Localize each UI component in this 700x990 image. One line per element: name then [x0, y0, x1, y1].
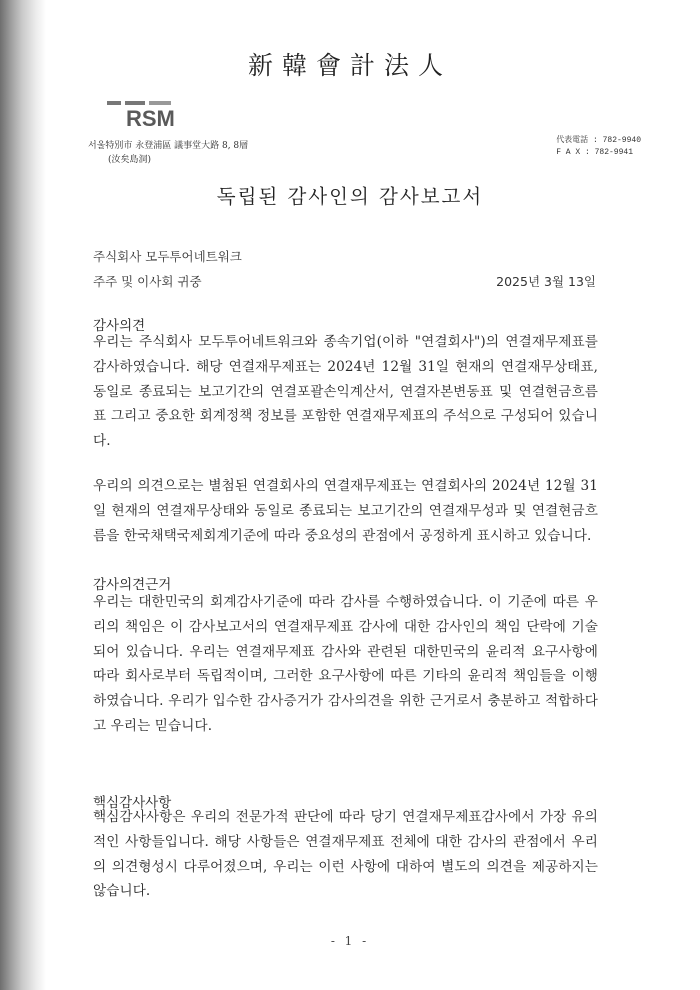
addressee-recipients: 주주 및 이사회 귀중	[93, 274, 202, 289]
paragraph-key-matters: 핵심감사사항은 우리의 전문가적 판단에 따라 당기 연결재무제표감사에서 가장 유의적인 사항들입니다. 해당 사항들은 연결재무제표 전체에 대한 감사의 관점에서 우리의 의견형성시 다루어졌으며, 우리는 이런 사항에 대하여 별도의 의견을 제공하지는 않습니다.	[93, 809, 598, 900]
firm-address	[88, 139, 248, 167]
address-line: 서울特別市 永登浦區 議事堂大路 8, 8層	[88, 141, 249, 151]
phone-number: 代表電話 : 782-9940	[556, 136, 641, 145]
scan-edge-shadow	[0, 0, 46, 990]
report-date: 2025년 3월 13일	[496, 274, 596, 289]
page-number: - 1 -	[330, 934, 370, 948]
logo-bar	[149, 101, 171, 105]
section-heading-opinion: 감사의견	[93, 318, 146, 334]
contact-numbers	[556, 135, 641, 159]
section-heading-basis: 감사의견근거	[93, 577, 172, 593]
document-title: 독립된 감사인의 감사보고서	[216, 185, 484, 208]
paragraph-opinion-scope: 우리는 주식회사 모두투어네트워크와 종속기업(이하 "연결회사")의 연결재무제표를 감사하였습니다. 해당 연결재무제표는 2024년 12월 31일 현재의 연결재무상태표, 동일로 종료되는 보고기간의 연결포괄손익계산서, 연결자본변동표 및 연결현금흐름표 그리고 중요한 회계정책 정보를 포함한 연결재무제표의 주석으로 구성되어 있습니다.	[93, 334, 598, 450]
section-heading-key-matters: 핵심감사사항	[93, 795, 172, 811]
rsm-logo	[107, 101, 177, 135]
logo-bar	[125, 101, 145, 105]
addressee-company: 주식회사 모두투어네트워크	[93, 249, 242, 264]
logo-bar	[107, 101, 121, 105]
paragraph-opinion: 우리의 의견으로는 별첨된 연결회사의 연결재무제표는 연결회사의 2024년 12월 31일 현재의 연결재무상태와 동일로 종료되는 보고기간의 연결재무성과 및 연결현금흐름을 한국채택국제회계기준에 따라 중요성의 관점에서 공정하게 표시하고 있습니다.	[93, 478, 598, 544]
paragraph-basis: 우리는 대한민국의 회계감사기준에 따라 감사를 수행하였습니다. 이 기준에 따른 우리의 책임은 이 감사보고서의 연결재무제표 감사에 대한 감사인의 책임 단락에 기술되어 있습니다. 우리는 연결재무제표 감사와 관련된 대한민국의 윤리적 요구사항에 따라 회사로부터 독립적이며, 그러한 요구사항에 따른 기타의 윤리적 책임들을 이행하였습니다. 우리가 입수한 감사증거가 감사의견을 위한 근거로서 충분하고 적합하다고 우리는 믿습니다.	[93, 594, 598, 734]
fax-number: F A X : 782-9941	[556, 148, 633, 157]
address-line: (汝矣島洞)	[108, 155, 152, 165]
firm-name: 新韓會計法人	[247, 51, 452, 80]
logo-text: RSM	[126, 106, 175, 131]
